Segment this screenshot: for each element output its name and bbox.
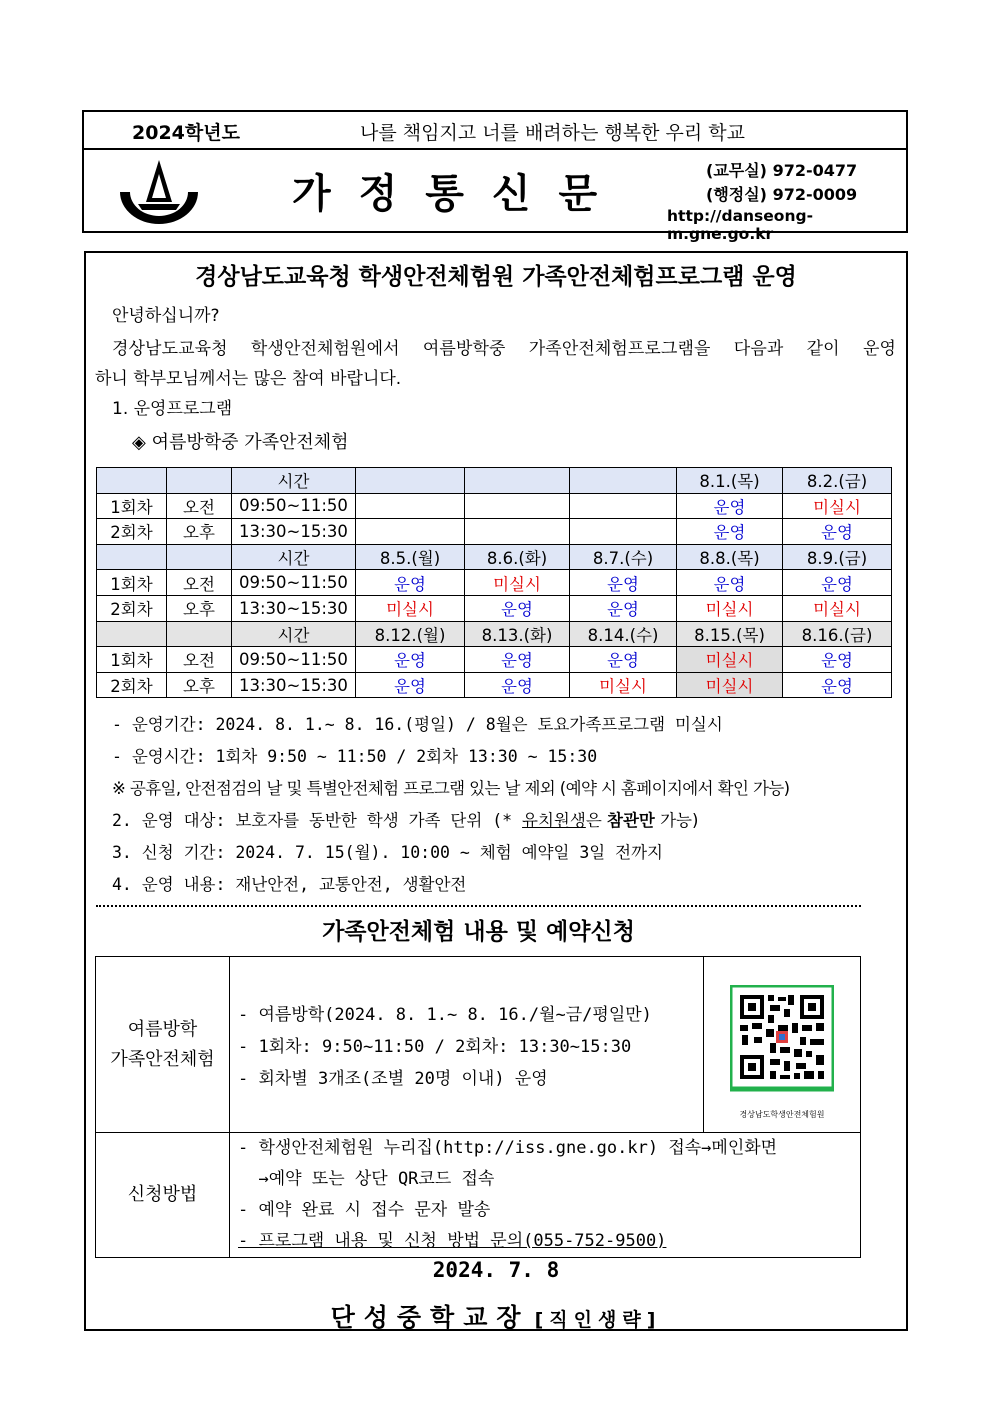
schedule-status-cell: 미실시 [570, 672, 677, 698]
operating-target [112, 807, 698, 831]
schedule-status-cell: 운영 [783, 672, 892, 698]
schedule-empty-header-cell [167, 544, 232, 570]
schedule-session-cell: 2회차 [97, 672, 167, 698]
qr-code-cell [704, 957, 861, 1133]
intro-line-2: 하니 학부모님께서는 많은 참여 바랍니다. [95, 369, 402, 389]
qr-code-icon[interactable] [730, 985, 834, 1103]
schedule-empty-header-cell [97, 468, 167, 494]
schedule-status-cell: 미실시 [677, 647, 783, 673]
schedule-status-cell: 미실시 [356, 595, 465, 621]
summer-program-label-cell [96, 957, 230, 1133]
signature-line [84, 1298, 908, 1334]
schedule-date-cell [465, 468, 570, 494]
schedule-status-cell [570, 493, 677, 519]
schedule-date-cell: 8.13.(화) [465, 621, 570, 647]
summer-program-details-cell [230, 957, 704, 1133]
method-sms-item: - 예약 완료 시 접수 문자 발송 [238, 1200, 491, 1220]
schedule-status-cell: 운영 [356, 647, 465, 673]
schedule-status-cell: 운영 [570, 570, 677, 596]
application-period: 3. 신청 기간: 2024. 7. 15(월). 10:00 ~ 체험 예약일 3일 전까지 [112, 843, 663, 862]
schedule-session-cell: 1회차 [97, 647, 167, 673]
schedule-period-cell: 오후 [167, 519, 232, 545]
schedule-time-cell: 09:50~11:50 [232, 570, 356, 596]
qr-caption: 경상남도학생안전체험원 [739, 1110, 825, 1119]
schedule-period-cell: 오후 [167, 672, 232, 698]
schedule-date-header-row [97, 468, 892, 494]
schedule-status-cell: 운영 [677, 519, 783, 545]
schedule-time-header: 시간 [232, 544, 356, 570]
contact-admin-office: (행정실) 972-0009 [706, 185, 858, 204]
schedule-date-cell: 8.7.(수) [570, 544, 677, 570]
schedule-empty-header-cell [97, 544, 167, 570]
schedule-status-cell [570, 519, 677, 545]
schedule-status-cell: 운영 [677, 493, 783, 519]
schedule-period-cell: 오전 [167, 570, 232, 596]
schedule-status-cell: 운영 [465, 595, 570, 621]
target-suffix: 가능) [654, 811, 699, 830]
schedule-status-cell: 미실시 [783, 595, 892, 621]
operating-hours: - 운영시간: 1회차 9:50 ~ 11:50 / 2회차 13:30 ~ 15:30 [112, 747, 598, 766]
schedule-session-row [97, 493, 892, 519]
schedule-status-cell: 운영 [356, 672, 465, 698]
school-website: http://danseong-m.gne.go.kr [667, 207, 814, 243]
school-logo-icon [114, 158, 204, 228]
schedule-status-cell: 운영 [570, 595, 677, 621]
schedule-session-row [97, 570, 892, 596]
schedule-time-cell: 09:50~11:50 [232, 647, 356, 673]
reservation-title: 가족안전체험 내용 및 예약신청 [322, 919, 635, 945]
schedule-session-row [97, 647, 892, 673]
label-family-safety: 가족안전체험 [110, 1048, 215, 1070]
target-observe-only: 참관만 [607, 811, 655, 830]
schedule-session-row [97, 519, 892, 545]
schedule-date-cell [356, 468, 465, 494]
schedule-status-cell: 미실시 [465, 570, 570, 596]
target-kindergarten: 유치원생 [522, 811, 586, 830]
schedule-time-header: 시간 [232, 621, 356, 647]
summer-family-program-heading: ◈ 여름방학중 가족안전체험 [132, 432, 349, 453]
section-operating-program: 1. 운영프로그램 [112, 399, 233, 419]
schedule-status-cell: 운영 [465, 647, 570, 673]
application-method-details-cell [230, 1133, 861, 1258]
application-method-label-cell [96, 1133, 230, 1258]
schedule-empty-header-cell [97, 621, 167, 647]
schedule-session-row [97, 595, 892, 621]
schedule-session-cell: 2회차 [97, 519, 167, 545]
group-size-item: - 회차별 3개조(조별 20명 이내) 운영 [238, 1069, 548, 1089]
schedule-status-cell [356, 493, 465, 519]
header-top-row [84, 112, 906, 150]
target-mid: 은 [585, 811, 607, 830]
principal-signature: 단성중학교장 [330, 1303, 530, 1332]
method-inquiry-item: - 프로그램 내용 및 신청 방법 문의(055-752-9500) [238, 1231, 667, 1251]
schedule-time-cell: 13:30~15:30 [232, 672, 356, 698]
schedule-date-cell: 8.14.(수) [570, 621, 677, 647]
schedule-status-cell: 운영 [783, 570, 892, 596]
schedule-date-cell [570, 468, 677, 494]
schedule-date-cell: 8.15.(목) [677, 621, 783, 647]
newsletter-title: 가정통신문 [292, 171, 626, 217]
schedule-date-cell: 8.9.(금) [783, 544, 892, 570]
schedule-status-cell: 운영 [465, 672, 570, 698]
intro-line-1: 경상남도교육청 학생안전체험원에서 여름방학중 가족안전체험프로그램을 다음과 같이 운영 [112, 339, 896, 359]
target-prefix: 2. 운영 대상: 보호자를 동반한 학생 가족 단위 (* [112, 811, 523, 830]
schedule-time-cell: 09:50~11:50 [232, 493, 356, 519]
schedule-status-cell: 운영 [570, 647, 677, 673]
method-qr-item: →예약 또는 상단 QR코드 접속 [238, 1169, 495, 1189]
schedule-date-cell: 8.12.(월) [356, 621, 465, 647]
school-motto: 나를 책임지고 너를 배려하는 행복한 우리 학교 [360, 122, 745, 144]
contact-teacher-office: (교무실) 972-0477 [706, 161, 858, 180]
newsletter-header [82, 110, 908, 243]
schedule-date-header-row [97, 621, 892, 647]
schedule-status-cell: 운영 [677, 570, 783, 596]
schedule-date-cell: 8.2.(금) [783, 468, 892, 494]
schedule-status-cell: 운영 [783, 519, 892, 545]
reservation-table [95, 956, 861, 1258]
schedule-time-cell: 13:30~15:30 [232, 519, 356, 545]
schedule-date-cell: 8.1.(목) [677, 468, 783, 494]
schedule-status-cell [465, 519, 570, 545]
schedule-session-cell: 1회차 [97, 493, 167, 519]
school-year: 2024학년도 [132, 122, 240, 144]
schedule-period-cell: 오전 [167, 493, 232, 519]
schedule-table [96, 467, 892, 698]
schedule-status-cell: 미실시 [783, 493, 892, 519]
schedule-period-cell: 오전 [167, 647, 232, 673]
schedule-empty-header-cell [167, 468, 232, 494]
program-contents: 4. 운영 내용: 재난안전, 교통안전, 생활안전 [112, 875, 467, 894]
operating-period: - 운영기간: 2024. 8. 1.~ 8. 16.(평일) / 8월은 토요가족프로그램 미실시 [112, 715, 723, 734]
schedule-session-cell: 2회차 [97, 595, 167, 621]
schedule-empty-header-cell [167, 621, 232, 647]
schedule-status-cell: 미실시 [677, 595, 783, 621]
greeting: 안녕하십니까? [112, 306, 220, 326]
schedule-time-cell: 13:30~15:30 [232, 595, 356, 621]
summer-period-item: - 여름방학(2024. 8. 1.~ 8. 16./월~금/평일만) [238, 1005, 652, 1025]
holiday-note: ※ 공휴일, 안전점검의 날 및 특별안전체험 프로그램 있는 날 제외 (예약 시 홈페이지에서 확인 가능) [112, 779, 790, 798]
schedule-period-cell: 오후 [167, 595, 232, 621]
notice-date: 2024. 7. 8 [432, 1258, 560, 1282]
seal-omitted: [직인생략] [534, 1309, 662, 1331]
schedule-status-cell: 운영 [356, 570, 465, 596]
label-summer: 여름방학 [127, 1018, 198, 1040]
label-application-method: 신청방법 [127, 1184, 198, 1205]
schedule-time-header: 시간 [232, 468, 356, 494]
method-website-item[interactable]: - 학생안전체험원 누리집(http://iss.gne.go.kr) 접속→메인화면 [238, 1138, 778, 1158]
schedule-status-cell: 운영 [783, 647, 892, 673]
schedule-status-cell [465, 493, 570, 519]
schedule-date-cell: 8.8.(목) [677, 544, 783, 570]
schedule-status-cell: 미실시 [677, 672, 783, 698]
schedule-status-cell [356, 519, 465, 545]
schedule-date-cell: 8.6.(화) [465, 544, 570, 570]
session-times-item: - 1회차: 9:50~11:50 / 2회차: 13:30~15:30 [238, 1037, 632, 1057]
dotted-divider [96, 905, 861, 907]
schedule-session-cell: 1회차 [97, 570, 167, 596]
notice-title: 경상남도교육청 학생안전체험원 가족안전체험프로그램 운영 [195, 264, 797, 290]
schedule-date-cell: 8.5.(월) [356, 544, 465, 570]
schedule-date-header-row [97, 544, 892, 570]
schedule-session-row [97, 672, 892, 698]
schedule-date-cell: 8.16.(금) [783, 621, 892, 647]
